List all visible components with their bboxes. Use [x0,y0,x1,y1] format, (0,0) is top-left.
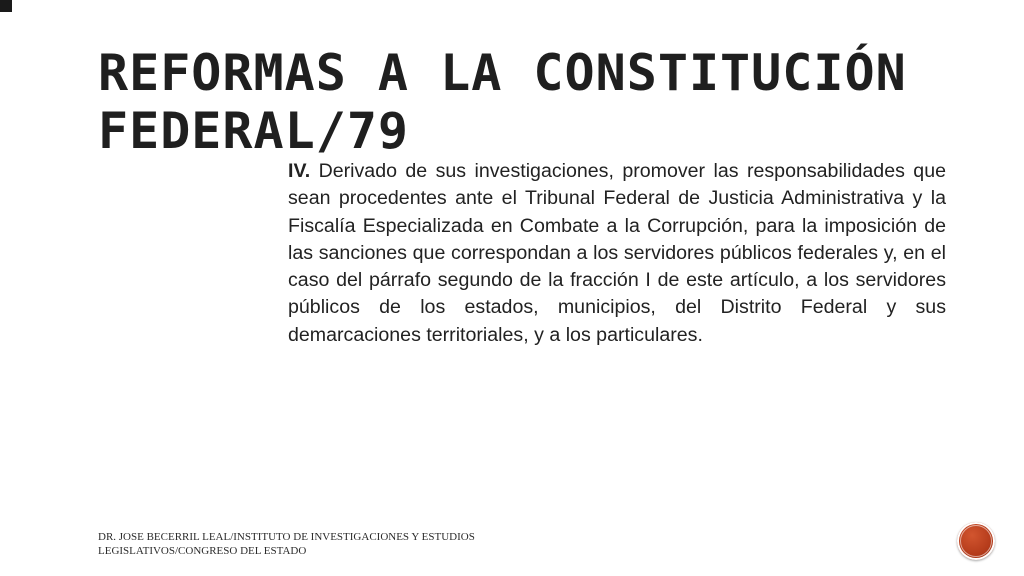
corner-decoration [0,0,12,12]
paragraph-text: Derivado de sus investigaciones, promover las responsabilidades que sean procedentes ante el Tribunal Federal de Justicia Administrativa y la Fiscalía Especializada en Combate a la Corrupción, para la imposición de las sanciones que correspondan a los servidores públicos federales y, en el caso del párrafo segundo de la fracción I de este artículo, a los servidores públicos de los estados, municipios, del Distrito Federal y sus demarcaciones territoriales, y a los particulares. [288,160,946,346]
slide-footer: DR. JOSE BECERRIL LEAL/INSTITUTO DE INVESTIGACIONES Y ESTUDIOS LEGISLATIVOS/CONGRESO DEL ESTADO [98,531,475,557]
page-number-circle-icon [957,522,995,560]
paragraph-lead: IV. [288,160,311,182]
slide-body-paragraph [288,158,946,349]
slide-title-line-1: REFORMAS A LA CONSTITUCIÓN [98,44,907,102]
slide-title [98,44,907,160]
slide-title-line-2: FEDERAL/79 [98,102,410,160]
